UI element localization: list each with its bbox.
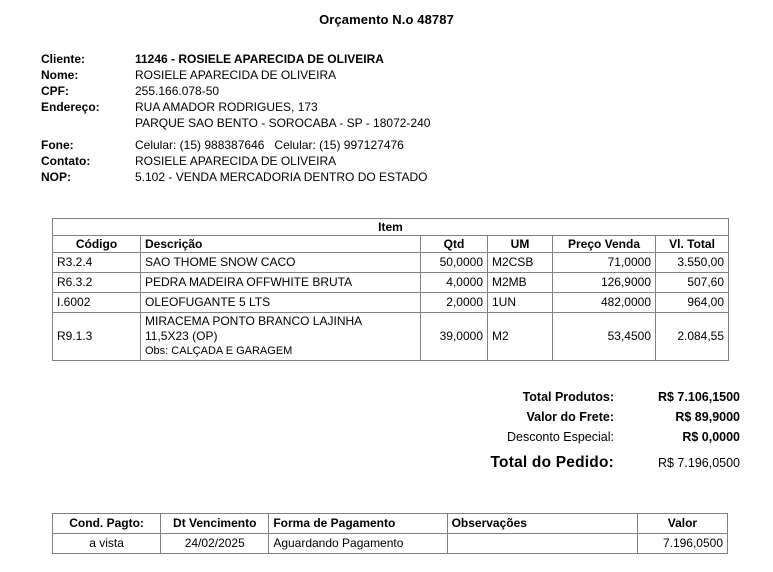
- column-header-qtd: Qtd: [421, 236, 488, 253]
- total-produtos-value: R$ 7.106,1500: [657, 390, 740, 404]
- payment-table: [52, 513, 728, 554]
- customer-value-nome: ROSIELE APARECIDA DE OLIVEIRA: [135, 68, 337, 82]
- item-preco-venda: 126,9000: [553, 273, 656, 293]
- total-pedido-label: Total do Pedido:: [490, 454, 614, 471]
- column-header-preco-venda: Preço Venda: [553, 236, 656, 253]
- item-um: 1UN: [488, 293, 553, 313]
- customer-row-cliente: [41, 51, 773, 67]
- item-um: M2MB: [488, 273, 553, 293]
- customer-label-endereco: Endereço:: [41, 100, 100, 114]
- payment-dt-vencimento: 24/02/2025: [161, 534, 269, 554]
- customer-row-endereco: [41, 99, 773, 115]
- item-codigo: I.6002: [53, 293, 141, 313]
- item-vl-total: 507,60: [656, 273, 729, 293]
- item-preco-venda: 71,0000: [553, 253, 656, 273]
- customer-label-nome: Nome:: [41, 68, 79, 82]
- item-codigo: R9.1.3: [53, 313, 141, 361]
- customer-value-contato: ROSIELE APARECIDA DE OLIVEIRA: [135, 154, 337, 168]
- payment-observacoes: [447, 534, 637, 554]
- customer-row-nome: [41, 67, 773, 83]
- valor-frete-label: Valor do Frete:: [526, 410, 614, 424]
- item-preco-venda: 53,4500: [553, 313, 656, 361]
- table-row: [53, 534, 728, 554]
- items-group-header-row: [53, 219, 729, 236]
- total-row-produtos: [523, 387, 740, 407]
- item-vl-total: 964,00: [656, 293, 729, 313]
- customer-value-cpf: 255.166.078-50: [135, 84, 220, 98]
- table-row: [53, 253, 729, 273]
- item-preco-venda: 482,0000: [553, 293, 656, 313]
- customer-label-cpf: CPF:: [41, 84, 69, 98]
- item-vl-total: 3.550,00: [656, 253, 729, 273]
- total-produtos-label: Total Produtos:: [522, 390, 614, 404]
- customer-row-endereco-line2: [41, 115, 773, 131]
- customer-row-nop: [41, 169, 773, 185]
- customer-value-fone: Celular: (15) 988387646 Celular: (15) 997127476: [135, 138, 404, 152]
- customer-label-fone: Fone:: [41, 138, 74, 152]
- desconto-especial-value: R$ 0,0000: [682, 430, 740, 444]
- item-codigo: R3.2.4: [53, 253, 141, 273]
- column-header-descricao: Descrição: [141, 236, 421, 253]
- items-table: [52, 218, 729, 361]
- table-row: [53, 293, 729, 313]
- column-header-observacoes: Observações: [447, 514, 637, 534]
- item-descricao-line1: MIRACEMA PONTO BRANCO LAJINHA: [145, 314, 363, 328]
- customer-info-block: [0, 51, 773, 185]
- customer-label-nop: NOP:: [41, 170, 71, 184]
- page-title: Orçamento N.o 48787: [319, 12, 454, 27]
- customer-label-contato: Contato:: [41, 154, 91, 168]
- item-qtd: 50,0000: [421, 253, 488, 273]
- total-row-desconto: [507, 427, 740, 447]
- table-row: [53, 313, 729, 361]
- column-header-um: UM: [488, 236, 553, 253]
- item-qtd: 2,0000: [421, 293, 488, 313]
- table-row: [53, 273, 729, 293]
- item-um: M2CSB: [488, 253, 553, 273]
- item-um: M2: [488, 313, 553, 361]
- total-pedido-value: R$ 7.196,0500: [657, 456, 740, 470]
- customer-value-cliente: 11246 - ROSIELE APARECIDA DE OLIVEIRA: [135, 52, 384, 66]
- customer-row-cpf: [41, 83, 773, 99]
- column-header-dt-vencimento: Dt Vencimento: [161, 514, 269, 534]
- payment-header-row: [53, 514, 728, 534]
- customer-value-nop: 5.102 - VENDA MERCADORIA DENTRO DO ESTADO: [135, 170, 428, 184]
- column-header-codigo: Código: [53, 236, 141, 253]
- item-descricao-obs: Obs: CALÇADA E GARAGEM: [145, 345, 293, 357]
- column-header-vl-total: Vl. Total: [656, 236, 729, 253]
- payment-valor: 7.196,0500: [637, 534, 727, 554]
- column-header-forma-pagamento: Forma de Pagamento: [269, 514, 447, 534]
- item-qtd: 39,0000: [421, 313, 488, 361]
- item-descricao: SAO THOME SNOW CACO: [141, 253, 421, 273]
- items-header-row: [53, 236, 729, 253]
- item-descricao: PEDRA MADEIRA OFFWHITE BRUTA: [141, 273, 421, 293]
- item-descricao-line2: 11,5X23 (OP): [145, 329, 218, 343]
- column-header-valor: Valor: [637, 514, 727, 534]
- payment-table-container: [52, 513, 728, 554]
- item-qtd: 4,0000: [421, 273, 488, 293]
- items-group-header-cell: Item: [53, 219, 729, 236]
- item-descricao: [141, 313, 421, 361]
- customer-label-empty: [41, 115, 135, 131]
- desconto-especial-label: Desconto Especial:: [506, 430, 614, 444]
- payment-forma-pagamento: Aguardando Pagamento: [269, 534, 447, 554]
- items-table-container: [0, 218, 773, 361]
- customer-row-contato: [41, 153, 773, 169]
- customer-value-endereco-line1: RUA AMADOR RODRIGUES, 173: [135, 100, 318, 114]
- customer-value-endereco-line2: PARQUE SAO BENTO - SOROCABA - SP - 18072-240: [135, 116, 431, 130]
- item-codigo: R6.3.2: [53, 273, 141, 293]
- total-row-frete: [526, 407, 740, 427]
- customer-label-cliente: Cliente:: [41, 52, 86, 66]
- item-vl-total: 2.084,55: [656, 313, 729, 361]
- totals-summary: [0, 387, 773, 473]
- total-row-pedido: [491, 453, 740, 473]
- column-header-cond-pagto: Cond. Pagto:: [53, 514, 161, 534]
- customer-row-fone: [41, 137, 773, 153]
- valor-frete-value: R$ 89,9000: [675, 410, 740, 424]
- item-descricao: OLEOFUGANTE 5 LTS: [141, 293, 421, 313]
- payment-cond-pagto: a vista: [53, 534, 161, 554]
